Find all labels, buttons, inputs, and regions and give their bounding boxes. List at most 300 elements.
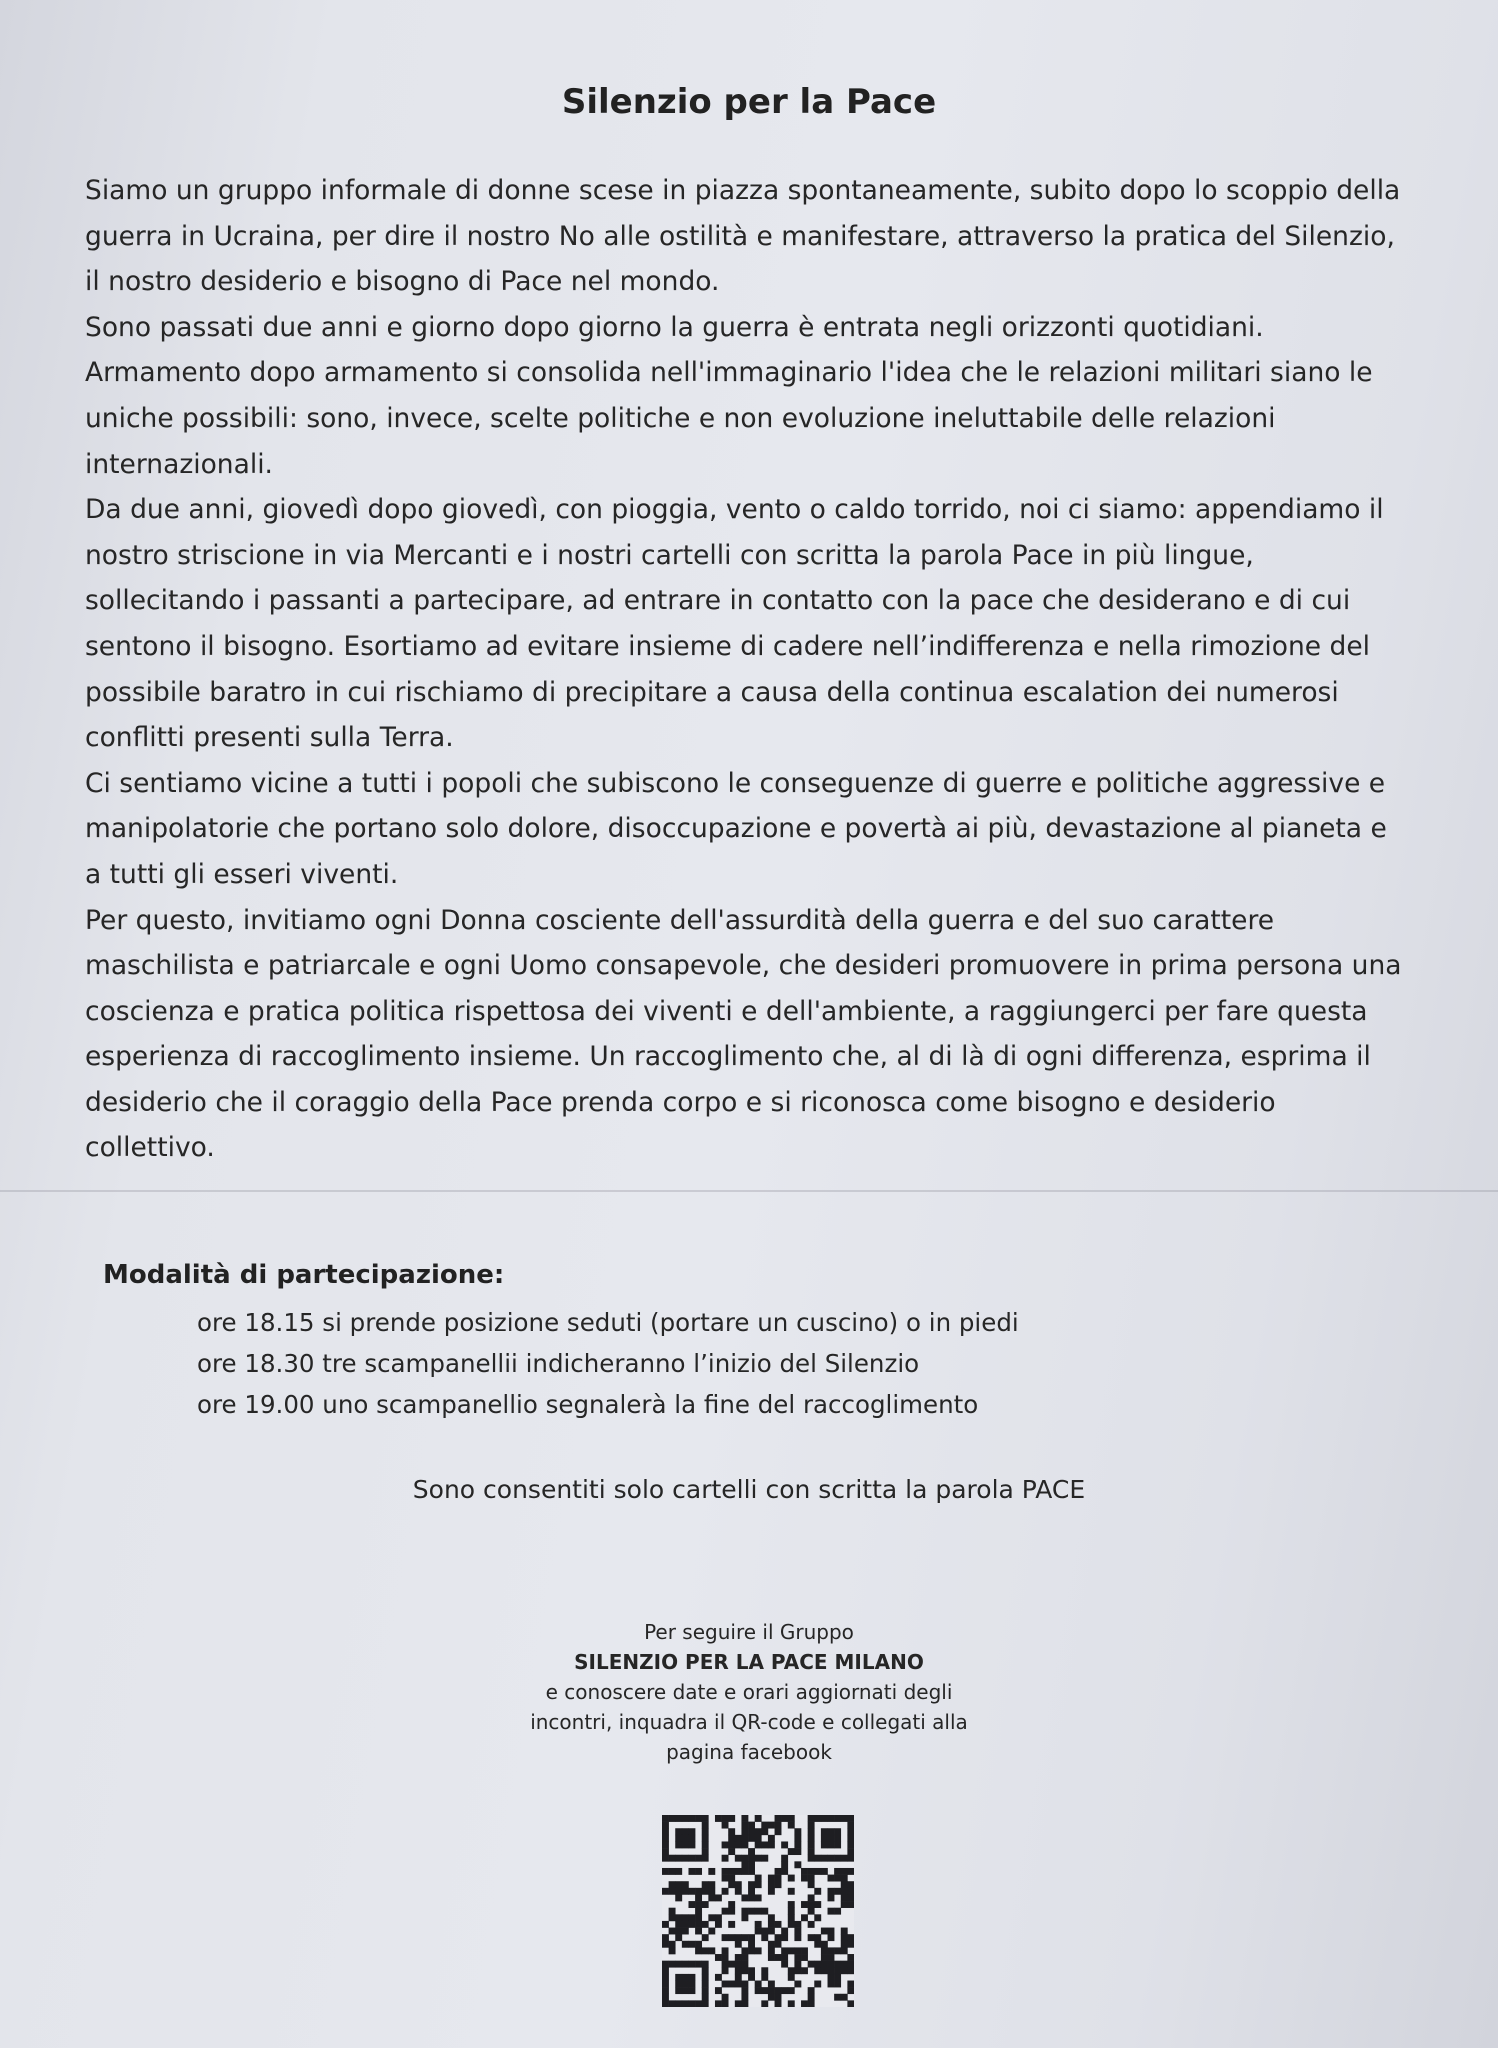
qr-module: [702, 1981, 709, 1988]
follow-line: Per seguire il Gruppo: [644, 1620, 854, 1644]
qr-module: [675, 1828, 682, 1835]
qr-module: [821, 1868, 828, 1875]
schedule-item: ore 18.30 tre scampanellii indicheranno l’inizio del Silenzio: [197, 1349, 920, 1378]
qr-module: [735, 1974, 742, 1981]
follow-line: e conoscere date e orari aggiornati degli: [545, 1680, 953, 1704]
qr-module: [808, 1841, 815, 1848]
qr-module: [775, 1822, 782, 1829]
qr-module: [847, 2000, 854, 2007]
qr-module: [695, 1868, 702, 1875]
qr-module: [775, 2000, 782, 2007]
qr-module: [755, 1835, 762, 1842]
qr-module: [847, 1855, 854, 1862]
qr-module: [775, 1881, 782, 1888]
qr-module: [814, 1914, 821, 1921]
qr-module: [702, 1888, 709, 1895]
qr-module: [748, 1888, 755, 1895]
qr-code-icon[interactable]: [662, 1815, 854, 2007]
qr-module: [728, 1981, 735, 1988]
qr-module: [688, 2000, 695, 2007]
qr-module: [794, 1841, 801, 1848]
qr-module: [775, 1828, 782, 1835]
qr-module: [847, 1835, 854, 1842]
qr-module: [741, 1987, 748, 1994]
qr-module: [788, 1815, 795, 1822]
qr-module: [788, 1901, 795, 1908]
qr-module: [755, 1828, 762, 1835]
qr-module: [675, 1815, 682, 1822]
qr-module: [741, 1815, 748, 1822]
qr-module: [662, 1981, 669, 1988]
qr-module: [794, 1934, 801, 1941]
qr-module: [775, 1941, 782, 1948]
qr-module: [748, 1967, 755, 1974]
qr-module: [761, 1974, 768, 1981]
qr-module: [841, 1994, 848, 2001]
qr-module: [755, 1815, 762, 1822]
schedule-item: ore 19.00 uno scampanellio segnalerà la fine del raccoglimento: [197, 1390, 979, 1419]
qr-module: [834, 1855, 841, 1862]
qr-module: [722, 2000, 729, 2007]
qr-module: [682, 1928, 689, 1935]
qr-module: [695, 2000, 702, 2007]
qr-module: [741, 1914, 748, 1921]
qr-module: [728, 1961, 735, 1968]
follow-info: [0, 1617, 1498, 1767]
qr-module: [808, 1815, 815, 1822]
qr-module: [702, 1835, 709, 1842]
qr-module: [741, 1835, 748, 1842]
qr-module: [702, 1961, 709, 1968]
qr-module: [682, 1981, 689, 1988]
qr-module: [847, 1822, 854, 1829]
qr-module: [682, 1888, 689, 1895]
qr-module: [675, 1974, 682, 1981]
qr-module: [669, 1888, 676, 1895]
qr-module: [808, 1822, 815, 1829]
qr-module: [728, 1835, 735, 1842]
qr-module: [821, 1841, 828, 1848]
qr-module: [801, 2000, 808, 2007]
qr-module: [794, 1848, 801, 1855]
qr-module: [794, 1981, 801, 1988]
qr-module: [669, 1947, 676, 1954]
qr-module: [828, 1875, 835, 1882]
qr-module: [662, 1888, 669, 1895]
qr-module: [841, 1901, 848, 1908]
qr-module: [688, 1835, 695, 1842]
qr-module: [801, 1947, 808, 1954]
qr-module: [675, 1881, 682, 1888]
body-line: collettivo.: [85, 1132, 215, 1164]
qr-module: [702, 1822, 709, 1829]
qr-module: [682, 1987, 689, 1994]
qr-module: [828, 1954, 835, 1961]
qr-module: [794, 1928, 801, 1935]
qr-module: [808, 1921, 815, 1928]
qr-module: [847, 1828, 854, 1835]
qr-module: [814, 1934, 821, 1941]
qr-module: [741, 1947, 748, 1954]
qr-module: [814, 1981, 821, 1988]
qr-module: [748, 1934, 755, 1941]
qr-module: [735, 1934, 742, 1941]
follow-line: pagina facebook: [666, 1740, 832, 1764]
qr-module: [715, 1974, 722, 1981]
qr-module: [675, 1928, 682, 1935]
qr-module: [794, 1861, 801, 1868]
qr-module: [808, 1908, 815, 1915]
qr-module: [788, 1848, 795, 1855]
qr-module: [761, 1967, 768, 1974]
qr-module: [847, 1901, 854, 1908]
qr-module: [695, 1888, 702, 1895]
qr-module: [695, 1921, 702, 1928]
qr-module: [841, 1941, 848, 1948]
qr-module: [847, 1815, 854, 1822]
qr-module: [688, 1914, 695, 1921]
qr-module: [847, 1954, 854, 1961]
qr-module: [662, 2000, 669, 2007]
qr-module: [761, 1908, 768, 1915]
qr-module: [834, 1908, 841, 1915]
qr-module: [847, 1941, 854, 1948]
qr-module: [821, 1947, 828, 1954]
qr-module: [841, 1894, 848, 1901]
qr-module: [768, 1914, 775, 1921]
qr-module: [828, 1855, 835, 1862]
qr-module: [788, 1921, 795, 1928]
qr-module: [702, 1881, 709, 1888]
qr-module: [755, 1894, 762, 1901]
qr-module: [821, 1967, 828, 1974]
qr-module: [722, 1888, 729, 1895]
qr-module: [768, 1928, 775, 1935]
qr-module: [821, 1815, 828, 1822]
qr-module: [695, 1947, 702, 1954]
qr-module: [669, 1961, 676, 1968]
qr-module: [834, 1967, 841, 1974]
qr-module: [801, 1868, 808, 1875]
qr-module: [828, 1888, 835, 1895]
qr-module: [841, 1961, 848, 1968]
body-line: Da due anni, giovedì dopo giovedì, con pioggia, vento o caldo torrido, noi ci siamo: appendiamo il: [85, 494, 1384, 526]
qr-module: [808, 1961, 815, 1968]
qr-module: [828, 1828, 835, 1835]
qr-module: [748, 1894, 755, 1901]
qr-module: [775, 1875, 782, 1882]
qr-module: [801, 1901, 808, 1908]
qr-module: [808, 1828, 815, 1835]
qr-module: [675, 1914, 682, 1921]
qr-module: [722, 1841, 729, 1848]
qr-module: [728, 1881, 735, 1888]
qr-module: [722, 1855, 729, 1862]
qr-module: [781, 1928, 788, 1935]
qr-module: [748, 1908, 755, 1915]
qr-module: [722, 1815, 729, 1822]
qr-module: [702, 1934, 709, 1941]
qr-module: [662, 1855, 669, 1862]
qr-module: [695, 1961, 702, 1968]
qr-module: [841, 1888, 848, 1895]
qr-module: [702, 1994, 709, 2001]
qr-module: [768, 1981, 775, 1988]
qr-module: [662, 1822, 669, 1829]
qr-module: [662, 1828, 669, 1835]
qr-module: [682, 1841, 689, 1848]
qr-module: [682, 1914, 689, 1921]
qr-module: [808, 1868, 815, 1875]
qr-module: [814, 1901, 821, 1908]
body-line: a tutti gli esseri viventi.: [85, 858, 399, 890]
qr-module: [682, 1974, 689, 1981]
qr-module: [722, 1967, 729, 1974]
qr-module: [675, 1835, 682, 1842]
qr-module: [814, 1868, 821, 1875]
qr-module: [695, 1815, 702, 1822]
qr-module: [702, 1947, 709, 1954]
qr-module: [708, 1881, 715, 1888]
qr-module: [688, 1828, 695, 1835]
qr-module: [669, 1855, 676, 1862]
qr-module: [662, 1974, 669, 1981]
qr-module: [781, 1954, 788, 1961]
body-text: [85, 168, 1415, 1171]
qr-module: [735, 1961, 742, 1968]
qr-module: [702, 1987, 709, 1994]
body-line: uniche possibili: sono, invece, scelte politiche e non evoluzione ineluttabile delle relazioni: [85, 402, 1276, 434]
qr-module: [675, 1855, 682, 1862]
qr-module: [662, 1841, 669, 1848]
qr-module: [669, 1908, 676, 1915]
qr-module: [682, 1835, 689, 1842]
qr-module: [801, 1914, 808, 1921]
qr-module: [821, 1954, 828, 1961]
qr-module: [748, 1974, 755, 1981]
qr-module: [755, 1981, 762, 1988]
qr-module: [748, 1881, 755, 1888]
qr-module: [669, 2000, 676, 2007]
qr-module: [715, 1921, 722, 1928]
qr-module: [669, 1914, 676, 1921]
qr-module: [761, 1934, 768, 1941]
qr-module: [688, 1901, 695, 1908]
qr-module: [669, 1868, 676, 1875]
qr-module: [755, 1928, 762, 1935]
qr-module: [768, 1954, 775, 1961]
qr-module: [741, 1868, 748, 1875]
qr-module: [801, 1875, 808, 1882]
body-line: coscienza e pratica politica rispettosa dei viventi e dell'ambiente, a raggiungerci per fare questa: [85, 995, 1368, 1027]
qr-module: [741, 1855, 748, 1862]
qr-module: [841, 1967, 848, 1974]
qr-module: [735, 1967, 742, 1974]
qr-module: [814, 1855, 821, 1862]
qr-module: [715, 1815, 722, 1822]
body-line: maschilista e patriarcale e ogni Uomo consapevole, che desideri promuovere in prima persona una: [85, 950, 1402, 982]
qr-module: [781, 1861, 788, 1868]
qr-module: [741, 1967, 748, 1974]
qr-module: [695, 1941, 702, 1948]
qr-module: [834, 1835, 841, 1842]
qr-module: [794, 1954, 801, 1961]
qr-module: [741, 1828, 748, 1835]
qr-module: [662, 1835, 669, 1842]
qr-module: [741, 1954, 748, 1961]
qr-module: [788, 1947, 795, 1954]
qr-module: [682, 1855, 689, 1862]
qr-module: [847, 1894, 854, 1901]
participation-schedule: [197, 1302, 1019, 1425]
qr-module: [702, 1828, 709, 1835]
qr-module: [834, 1994, 841, 2001]
qr-module: [748, 1828, 755, 1835]
qr-module: [675, 1841, 682, 1848]
qr-module: [695, 1894, 702, 1901]
qr-module: [735, 1881, 742, 1888]
qr-module: [761, 1828, 768, 1835]
qr-module: [702, 1855, 709, 1862]
qr-module: [828, 1947, 835, 1954]
qr-module: [722, 1822, 729, 1829]
qr-module: [675, 1868, 682, 1875]
qr-module: [828, 1967, 835, 1974]
qr-module: [781, 1841, 788, 1848]
qr-module: [768, 1875, 775, 1882]
flyer-title: Silenzio per la Pace: [561, 82, 937, 122]
qr-module: [841, 1855, 848, 1862]
qr-module: [735, 1855, 742, 1862]
qr-module: [728, 1828, 735, 1835]
qr-module: [688, 1855, 695, 1862]
qr-module: [728, 1934, 735, 1941]
qr-module: [722, 1994, 729, 2001]
qr-module: [768, 1987, 775, 1994]
qr-module: [788, 1875, 795, 1882]
qr-module: [808, 1987, 815, 1994]
qr-module: [761, 1822, 768, 1829]
qr-module: [788, 1822, 795, 1829]
body-line: sentono il bisogno. Esortiamo ad evitare insieme di cadere nell’indifferenza e nella rimozione del: [85, 630, 1370, 662]
qr-module: [682, 1921, 689, 1928]
qr-module: [702, 1841, 709, 1848]
qr-module: [768, 1822, 775, 1829]
qr-module: [675, 1921, 682, 1928]
qr-module: [662, 1941, 669, 1948]
qr-module: [821, 1961, 828, 1968]
qr-module: [781, 1815, 788, 1822]
body-line: manipolatorie che portano solo dolore, disoccupazione e povertà ai più, devastazione al pianeta e: [85, 813, 1387, 845]
qr-module: [808, 2000, 815, 2007]
qr-module: [808, 1875, 815, 1882]
qr-module: [728, 1868, 735, 1875]
qr-module: [847, 1934, 854, 1941]
qr-module: [728, 1921, 735, 1928]
qr-module: [847, 1868, 854, 1875]
qr-module: [788, 1888, 795, 1895]
qr-module: [761, 2000, 768, 2007]
qr-module: [808, 1934, 815, 1941]
qr-module: [688, 1841, 695, 1848]
qr-module: [728, 1901, 735, 1908]
qr-module: [775, 1921, 782, 1928]
qr-module: [834, 1828, 841, 1835]
body-line: nostro striscione in via Mercanti e i nostri cartelli con scritta la parola Pace in più lingue,: [85, 539, 1254, 571]
qr-module: [662, 1934, 669, 1941]
qr-module: [662, 1868, 669, 1875]
qr-module: [761, 1855, 768, 1862]
qr-module: [814, 1815, 821, 1822]
qr-module: [728, 1815, 735, 1822]
qr-module: [814, 1941, 821, 1948]
qr-module: [834, 1875, 841, 1882]
qr-module: [808, 1881, 815, 1888]
qr-module: [755, 1908, 762, 1915]
qr-module: [735, 1954, 742, 1961]
qr-module: [755, 1881, 762, 1888]
qr-module: [702, 1921, 709, 1928]
qr-module: [682, 2000, 689, 2007]
body-line: possibile baratro in cui rischiamo di precipitare a causa della continua escalation dei numerosi: [85, 676, 1339, 708]
qr-module: [708, 1868, 715, 1875]
qr-module: [828, 1841, 835, 1848]
qr-module: [828, 1815, 835, 1822]
qr-module: [841, 1947, 848, 1954]
paper-fold: [0, 1190, 1498, 1192]
qr-module: [735, 1981, 742, 1988]
qr-module: [788, 1908, 795, 1915]
qr-code-graphic: [662, 1815, 854, 2007]
qr-module: [675, 1961, 682, 1968]
qr-module: [748, 1947, 755, 1954]
qr-module: [688, 1815, 695, 1822]
qr-module: [841, 1815, 848, 1822]
qr-module: [741, 2000, 748, 2007]
qr-module: [722, 1981, 729, 1988]
qr-module: [755, 1921, 762, 1928]
qr-module: [781, 1855, 788, 1862]
qr-module: [755, 1875, 762, 1882]
qr-module: [834, 1888, 841, 1895]
qr-module: [688, 1987, 695, 1994]
body-line: Ci sentiamo vicine a tutti i popoli che subiscono le conseguenze di guerre e politiche aggressive e: [85, 767, 1386, 799]
qr-module: [828, 1974, 835, 1981]
qr-module: [814, 1967, 821, 1974]
qr-module: [728, 1848, 735, 1855]
qr-module: [735, 1835, 742, 1842]
qr-module: [688, 1974, 695, 1981]
qr-module: [801, 1954, 808, 1961]
qr-module: [821, 1828, 828, 1835]
qr-module: [682, 1881, 689, 1888]
qr-module: [768, 1841, 775, 1848]
qr-module: [728, 1875, 735, 1882]
qr-module: [768, 1947, 775, 1954]
qr-module: [669, 1881, 676, 1888]
qr-module: [768, 1921, 775, 1928]
qr-module: [794, 1947, 801, 1954]
qr-module: [708, 1928, 715, 1935]
qr-module: [741, 1981, 748, 1988]
qr-module: [847, 1987, 854, 1994]
qr-module: [847, 1881, 854, 1888]
qr-module: [662, 1815, 669, 1822]
qr-module: [814, 1888, 821, 1895]
qr-module: [748, 1848, 755, 1855]
qr-module: [828, 1981, 835, 1988]
qr-module: [735, 1888, 742, 1895]
